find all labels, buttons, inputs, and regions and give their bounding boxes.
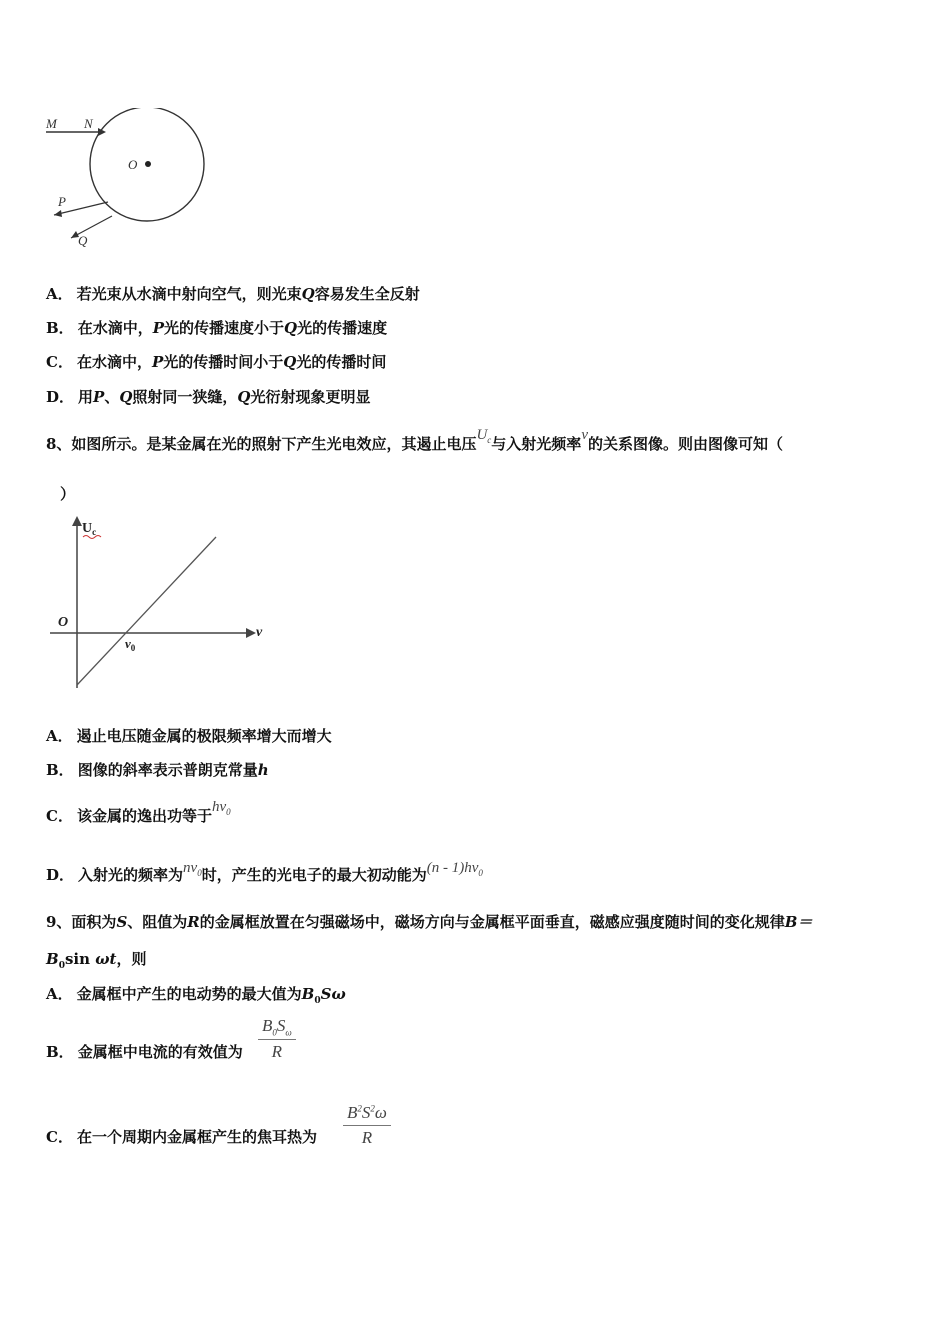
q8-option-a: A． 遏止电压随金属的极限频率增大而增大	[46, 727, 332, 745]
q7-option-a: A． 若光束从水滴中射向空气，则光束Q容易发生全反射	[46, 285, 420, 303]
q9-option-c-text: C． 在一个周期内金属框产生的焦耳热为	[46, 1128, 317, 1146]
center-dot	[145, 161, 151, 167]
origin-label: O	[58, 615, 69, 630]
q9-option-a: A． 金属框中产生的电动势的最大值为$B_0S\omega$	[46, 985, 346, 1006]
q7-option-b: B． 在水滴中，P光的传播速度小于Q光的传播速度	[46, 319, 388, 337]
q9-stem-cont: $B_0\sin$ ωt，则	[46, 950, 147, 971]
label-o: O	[128, 157, 138, 172]
q9-stem: 9、面积为S、阻值为R的金属框放置在匀强磁场中，磁场方向与金属框平面垂直，磁感应强度随时间的变化规律B＝	[46, 913, 813, 931]
uc-nu-graph	[46, 512, 276, 696]
x-axis-arrow	[246, 628, 256, 638]
y-axis-arrow	[72, 516, 82, 526]
q8-option-c: C． 该金属的逸出功等于$h\nu_0$	[46, 799, 231, 825]
q8-stem: 8、如图所示。是某金属在光的照射下产生光电效应，其遏止电压$U_c$与入射光频率ν的关系图像。则由图像可知（	[46, 427, 783, 453]
q9-option-c-fraction: $\frac{B^2S^2\omega}{R}$	[343, 1103, 391, 1148]
label-p: P	[58, 194, 66, 209]
q7-option-d: D． 用P、Q照射同一狭缝，Q光衍射现象更明显	[46, 388, 371, 406]
q8-option-d: D． 入射光的频率为$n\nu_0$时，产生的光电子的最大初动能为$(n - 1)h\nu_0$	[46, 860, 483, 884]
label-n: N	[84, 116, 93, 131]
y-axis-label: $U_c$	[82, 521, 97, 537]
q9-option-b-text: B． 金属框中电流的有效值为	[46, 1043, 243, 1061]
q7-option-c: C． 在水滴中，P光的传播时间小于Q光的传播时间	[46, 353, 387, 371]
uc-nu-line	[77, 537, 216, 685]
q9-option-b-fraction: $\frac{B_0S_\omega}{R}$	[258, 1016, 296, 1062]
x-axis-label: ν	[256, 625, 263, 640]
label-q: Q	[78, 233, 88, 248]
q8-stem-close: ）	[60, 485, 76, 503]
ray-p-arrow	[54, 210, 62, 217]
x0-label: $\nu_0$	[125, 636, 136, 653]
refraction-diagram	[40, 108, 220, 258]
label-m: M	[46, 116, 57, 131]
q8-option-b: B． 图像的斜率表示普朗克常量h	[46, 761, 269, 779]
